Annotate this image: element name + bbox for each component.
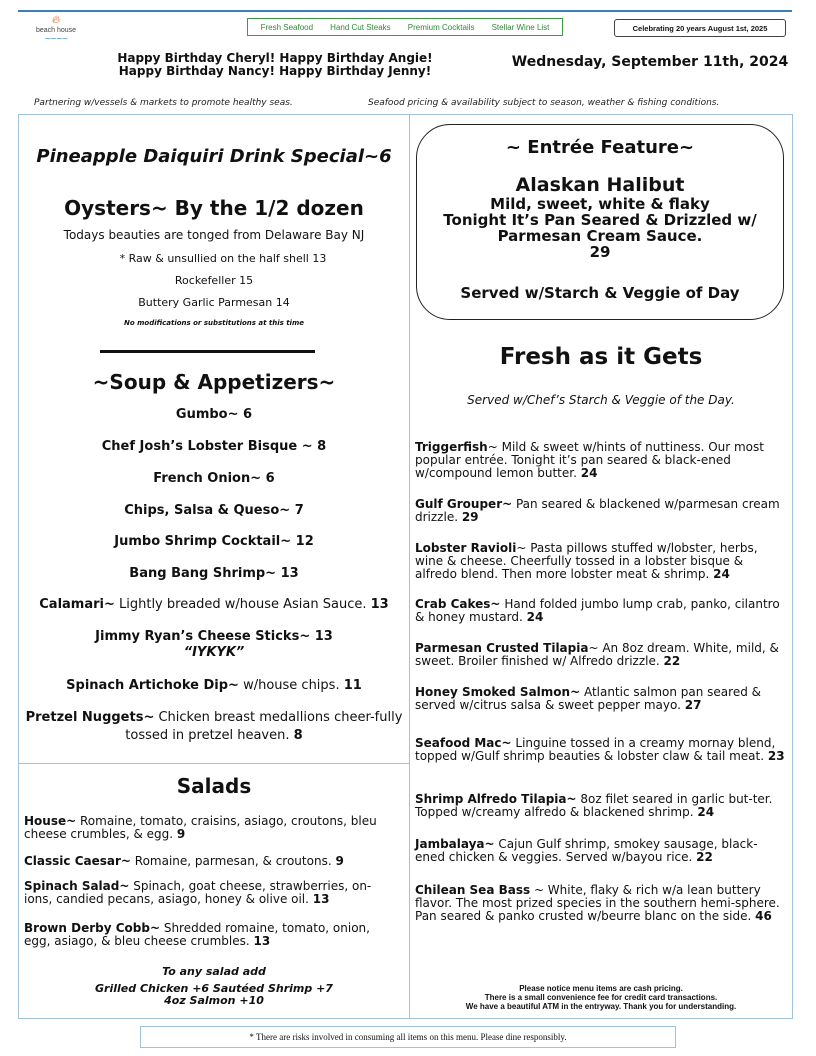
cheese-sticks-name: Jimmy Ryan’s Cheese Sticks~ 13 bbox=[95, 629, 333, 644]
dish-price: 24 bbox=[713, 567, 730, 581]
fresh-dish bbox=[415, 686, 787, 712]
dish-price: 22 bbox=[663, 654, 681, 668]
dish-name: Lobster Ravioli bbox=[415, 541, 517, 555]
oyster-item: Rockefeller 15 bbox=[174, 274, 254, 287]
salad-price: 9 bbox=[176, 827, 186, 841]
salad-item bbox=[24, 922, 398, 948]
dish-name: Triggerfish bbox=[415, 440, 488, 454]
soup-heading: ~Soup & Appetizers~ bbox=[92, 370, 336, 394]
tag: Premium Cocktails bbox=[407, 22, 475, 32]
salad-name: Spinach Salad~ bbox=[24, 879, 130, 893]
flame-icon: 🔥︎ bbox=[51, 13, 61, 26]
fresh-dish bbox=[415, 598, 787, 624]
cash-line: We have a beautiful ATM in the entryway. Thank you for understanding. bbox=[465, 1002, 737, 1011]
drink-special: Pineapple Daiquiri Drink Special~6 bbox=[36, 146, 392, 167]
appetizer-calamari bbox=[18, 597, 410, 612]
dish-name: Honey Smoked Salmon~ bbox=[415, 685, 581, 699]
oysters-subtitle: Todays beauties are tonged from Delaware Bay NJ bbox=[63, 228, 365, 242]
salad-name: House~ bbox=[24, 814, 77, 828]
appetizer-item: French Onion~ 6 bbox=[153, 471, 275, 486]
oyster-item: * Raw & unsullied on the half shell 13 bbox=[119, 252, 327, 265]
cash-pricing-notice bbox=[409, 984, 793, 1011]
salad-addons-line: 4oz Salmon +10 bbox=[164, 994, 264, 1007]
salad-addons-line: Grilled Chicken +6 Sautéed Shrimp +7 bbox=[95, 982, 333, 995]
birthday-line: Happy Birthday Nancy! Happy Birthday Jenny! bbox=[118, 64, 432, 78]
salad-name: Classic Caesar~ bbox=[24, 854, 131, 868]
salad-desc: Romaine, tomato, craisins, asiago, croutons, bleu cheese crumbles, & egg. bbox=[24, 814, 377, 841]
tag-bar bbox=[247, 18, 563, 36]
dish-desc: Atlantic salmon pan seared & served w/citrus salsa & sweet pepper mayo. bbox=[415, 685, 761, 712]
salad-item bbox=[24, 855, 398, 868]
dish-desc: ~ Mild & sweet w/hints of nuttiness. Our most popular entrée. Tonight it’s pan seared & black-ened w/compound lemon butter. bbox=[415, 440, 764, 480]
salad-item bbox=[24, 815, 398, 841]
dish-name: Gulf Grouper~ bbox=[415, 497, 513, 511]
birthday-line: Happy Birthday Cheryl! Happy Birthday Angie! bbox=[117, 51, 433, 65]
celebration-badge: Celebrating 20 years August 1st, 2025 bbox=[614, 19, 786, 37]
dish-name: Chilean Sea Bass bbox=[415, 883, 531, 897]
logo bbox=[26, 14, 86, 43]
dish-name: Shrimp Alfredo Tilapia~ bbox=[415, 792, 577, 806]
cheese-sticks-tag: “IYKYK” bbox=[183, 645, 245, 660]
oysters-note: No modifications or substitutions at this time bbox=[123, 319, 304, 327]
dish-price: 24 bbox=[697, 805, 715, 819]
oysters-heading: Oysters~ By the 1/2 dozen bbox=[64, 196, 364, 220]
dish-desc: Pan seared & blackened w/parmesan cream drizzle. bbox=[415, 497, 780, 524]
dish-name: Jambalaya~ bbox=[415, 837, 495, 851]
calamari-desc: Lightly breaded w/house Asian Sauce. bbox=[114, 597, 371, 612]
fresh-dish bbox=[415, 884, 787, 923]
appetizer-pretzel bbox=[24, 709, 404, 745]
pretzel-name: Pretzel Nuggets~ bbox=[25, 710, 155, 725]
dish-desc: ~ Pasta pillows stuffed w/lobster, herbs, wine & cheese. Cheerfully tossed in a lobster bisque & alfredo blend. Then more lobster meat & shrimp. bbox=[415, 541, 758, 581]
salad-price: 13 bbox=[312, 892, 330, 906]
salad-desc: Spinach, goat cheese, strawberries, on-ions, candied pecans, asiago, honey & olive oil. bbox=[24, 879, 372, 906]
fresh-dish bbox=[415, 498, 787, 524]
calamari-name: Calamari~ bbox=[39, 597, 115, 612]
fresh-dish bbox=[415, 642, 787, 668]
tag: Fresh Seafood bbox=[260, 22, 314, 32]
dish-price: 46 bbox=[755, 909, 772, 923]
fresh-dish bbox=[415, 838, 787, 864]
fresh-dish bbox=[415, 737, 787, 763]
risk-disclaimer: * There are risks involved in consuming all items on this menu. Please dine responsibly. bbox=[140, 1026, 676, 1048]
salads-heading: Salads bbox=[176, 774, 252, 798]
oyster-item: Buttery Garlic Parmesan 14 bbox=[138, 296, 290, 309]
spinach-name: Spinach Artichoke Dip~ bbox=[66, 678, 239, 693]
salad-desc: Shredded romaine, tomato, onion, egg, asiago, & bleu cheese crumbles. bbox=[24, 921, 370, 948]
dish-desc: Cajun Gulf shrimp, smokey sausage, black-ened chicken & veggies. Served w/bayou rice. bbox=[415, 837, 758, 864]
feature-line: Parmesan Cream Sauce. bbox=[497, 227, 703, 245]
appetizer-item: Chef Josh’s Lobster Bisque ~ 8 bbox=[101, 439, 327, 454]
calamari-price: 13 bbox=[370, 597, 389, 612]
tag: Stellar Wine List bbox=[491, 22, 550, 32]
dish-price: 24 bbox=[526, 610, 544, 624]
appetizer-item: Chips, Salsa & Queso~ 7 bbox=[124, 503, 304, 518]
fresh-dish bbox=[415, 542, 787, 581]
birthday-greetings bbox=[110, 52, 440, 78]
pretzel-desc: Chicken breast medallions cheer-fully tossed in pretzel heaven. bbox=[125, 710, 403, 743]
appetizer-item: Gumbo~ 6 bbox=[175, 407, 253, 422]
dish-price: 22 bbox=[696, 850, 713, 864]
fresh-dish bbox=[415, 441, 787, 480]
feature-line: Tonight It’s Pan Seared & Drizzled w/ bbox=[443, 211, 757, 229]
salad-name: Brown Derby Cobb~ bbox=[24, 921, 161, 935]
wave-icon: ~~~~ bbox=[44, 34, 68, 43]
feature-line: Mild, sweet, white & flaky bbox=[490, 195, 710, 213]
appetizer-item: Bang Bang Shrimp~ 13 bbox=[129, 566, 299, 581]
cash-line: There is a small convenience fee for credit card transactions. bbox=[484, 993, 718, 1002]
dish-price: 23 bbox=[767, 749, 785, 763]
tag: Hand Cut Steaks bbox=[330, 22, 391, 32]
feature-heading: ~ Entrée Feature~ bbox=[505, 137, 695, 158]
salad-price: 9 bbox=[335, 854, 344, 868]
divider bbox=[100, 350, 315, 353]
salad-price: 13 bbox=[253, 934, 271, 948]
fresh-dish bbox=[415, 793, 787, 819]
appetizer-spinach-dip bbox=[18, 678, 410, 693]
dish-name: Parmesan Crusted Tilapia bbox=[415, 641, 589, 655]
sustainability-notice: Partnering w/vessels & markets to promote healthy seas. bbox=[34, 98, 293, 108]
top-rule bbox=[18, 10, 792, 12]
fresh-subtitle: Served w/Chef’s Starch & Veggie of the Day. bbox=[467, 393, 735, 407]
dish-desc: ~ An 8oz dream. White, mild, & sweet. Broiler finished w/ Alfredo drizzle. bbox=[415, 641, 779, 668]
pricing-notice: Seafood pricing & availability subject to season, weather & fishing conditions. bbox=[368, 98, 720, 108]
dish-price: 27 bbox=[684, 698, 702, 712]
feature-price: 29 bbox=[589, 243, 611, 261]
salad-addons-heading: To any salad add bbox=[162, 965, 266, 978]
dish-price: 29 bbox=[461, 510, 479, 524]
menu-date: Wednesday, September 11th, 2024 bbox=[511, 54, 789, 70]
feature-served: Served w/Starch & Veggie of Day bbox=[460, 284, 740, 302]
dish-desc: 8oz filet seared in garlic but-ter. Topped w/creamy alfredo & blackened shrimp. bbox=[415, 792, 773, 819]
dish-desc: Linguine tossed in a creamy mornay blend, topped w/Gulf shrimp beauties & lobster claw & tail meat. bbox=[415, 736, 776, 763]
dish-desc: Hand folded jumbo lump crab, panko, cilantro & honey mustard. bbox=[415, 597, 780, 624]
pretzel-price: 8 bbox=[293, 728, 303, 743]
feature-fish: Alaskan Halibut bbox=[515, 174, 685, 196]
dish-price: 24 bbox=[580, 466, 598, 480]
dish-name: Seafood Mac~ bbox=[415, 736, 512, 750]
cash-line: Please notice menu items are cash pricing. bbox=[519, 984, 683, 993]
salad-desc: Romaine, parmesan, & croutons. bbox=[130, 854, 336, 868]
appetizer-cheese-sticks bbox=[18, 629, 410, 661]
dish-name: Crab Cakes~ bbox=[415, 597, 501, 611]
spinach-desc: w/house chips. bbox=[238, 678, 344, 693]
spinach-price: 11 bbox=[343, 678, 362, 693]
salad-item bbox=[24, 880, 398, 906]
feature-description bbox=[416, 196, 784, 260]
fresh-heading: Fresh as it Gets bbox=[499, 344, 703, 370]
appetizer-item: Jumbo Shrimp Cocktail~ 12 bbox=[114, 534, 314, 549]
logo-text: beach house bbox=[35, 27, 77, 34]
dish-desc: ~ White, flaky & rich w/a lean buttery flavor. The most prized species in the southern hemi-sphere. Pan seared & panko crusted w/beurre blanc on the side. bbox=[415, 883, 780, 923]
